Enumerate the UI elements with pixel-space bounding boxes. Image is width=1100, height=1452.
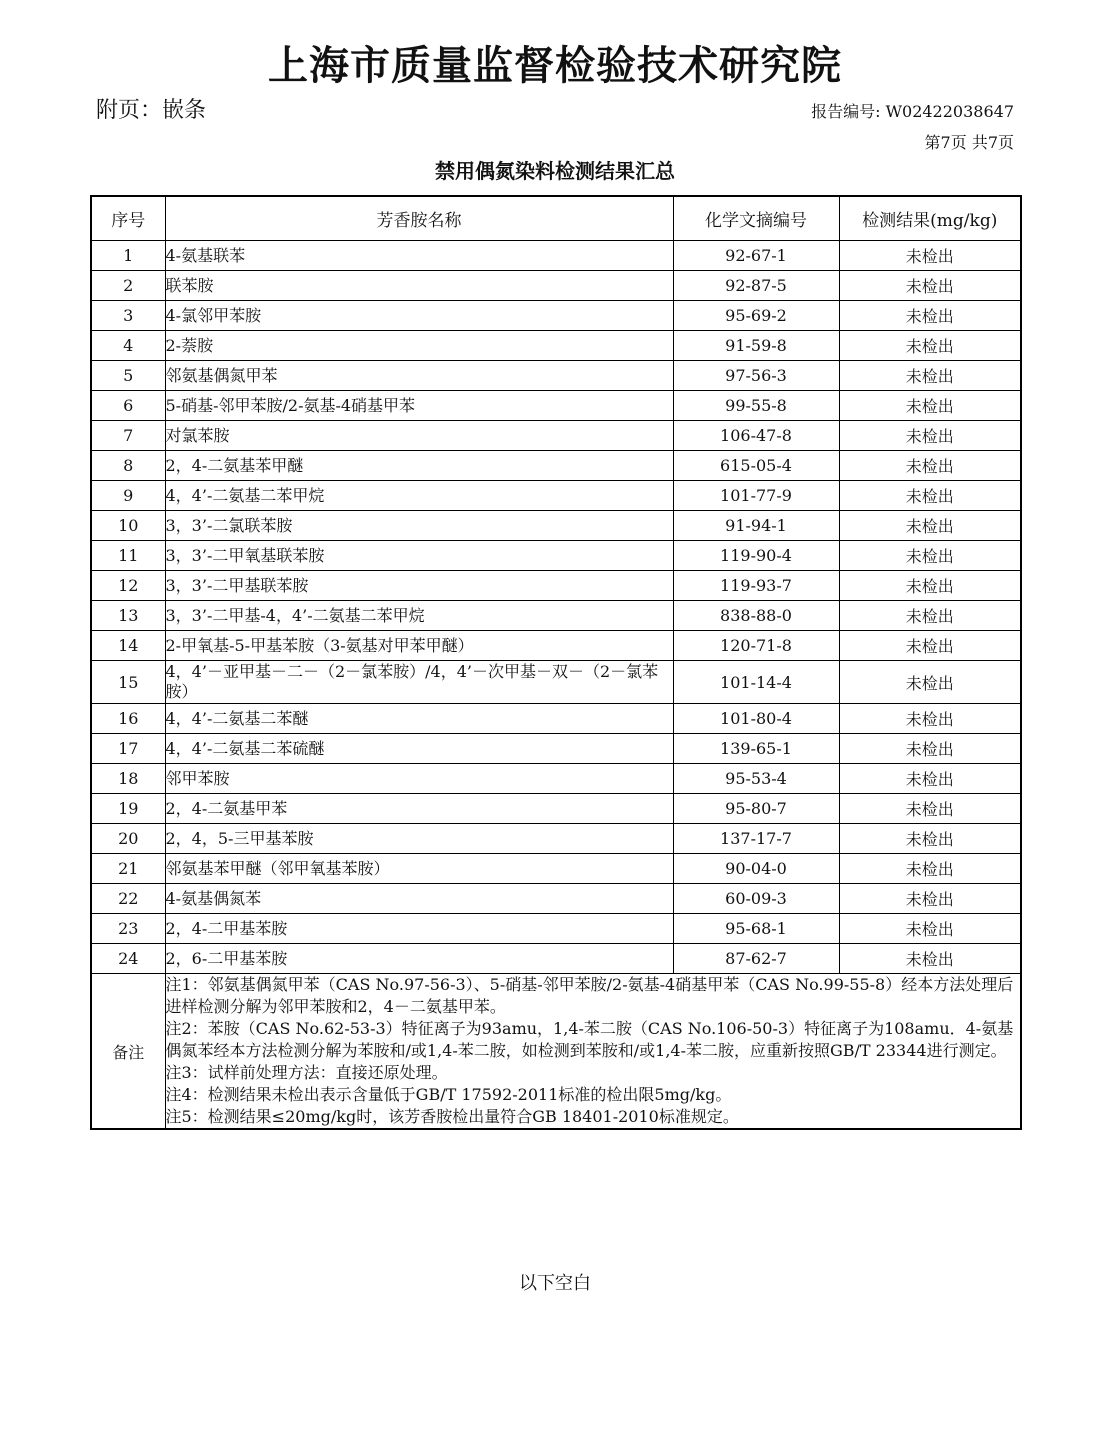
table-row — [91, 391, 1021, 421]
row-result: 未检出 — [839, 944, 1021, 974]
row-amine-name: 邻氨基偶氮甲苯 — [165, 361, 673, 391]
table-row — [91, 914, 1021, 944]
notes-label: 备注 — [91, 974, 165, 1130]
row-result: 未检出 — [839, 914, 1021, 944]
row-cas-number: 615-05-4 — [673, 451, 839, 481]
row-amine-name: 邻甲苯胺 — [165, 764, 673, 794]
note-line: 注2：苯胺（CAS No.62-53-3）特征离子为93amu，1,4-苯二胺（CAS No.106-50-3）特征离子为108amu．4-氨基偶氮苯经本方法检测分解为苯胺和/或1,4-苯二胺，如检测到苯胺和/或1,4-苯二胺，应重新按照GB/T 23344进行测定。 — [165, 1019, 1014, 1060]
row-index: 22 — [91, 884, 165, 914]
row-cas-number: 87-62-7 — [673, 944, 839, 974]
row-result: 未检出 — [839, 271, 1021, 301]
row-amine-name: 2，6-二甲基苯胺 — [165, 944, 673, 974]
table-row — [91, 734, 1021, 764]
row-index: 13 — [91, 601, 165, 631]
row-cas-number: 91-59-8 — [673, 331, 839, 361]
row-cas-number: 97-56-3 — [673, 361, 839, 391]
row-amine-name: 2，4-二氨基苯甲醚 — [165, 451, 673, 481]
table-row — [91, 301, 1021, 331]
table-row — [91, 451, 1021, 481]
table-row — [91, 541, 1021, 571]
column-header-index: 序号 — [91, 196, 165, 241]
row-cas-number: 99-55-8 — [673, 391, 839, 421]
row-amine-name: 4，4’-二氨基二苯甲烷 — [165, 481, 673, 511]
institute-title: 上海市质量监督检验技术研究院 — [268, 43, 842, 89]
row-amine-name: 3，3’-二甲氧基联苯胺 — [165, 541, 673, 571]
row-cas-number: 92-67-1 — [673, 241, 839, 271]
table-row — [91, 481, 1021, 511]
row-cas-number: 119-90-4 — [673, 541, 839, 571]
row-index: 17 — [91, 734, 165, 764]
row-index: 6 — [91, 391, 165, 421]
attachment-label: 附页：嵌条 — [96, 98, 207, 123]
column-header-result: 检测结果(mg/kg) — [839, 196, 1021, 241]
row-amine-name: 4-氨基偶氮苯 — [165, 884, 673, 914]
row-index: 3 — [91, 301, 165, 331]
row-index: 8 — [91, 451, 165, 481]
note-line: 注3：试样前处理方法：直接还原处理。 — [165, 1063, 448, 1082]
row-amine-name: 邻氨基苯甲醚（邻甲氧基苯胺） — [165, 854, 673, 884]
row-cas-number: 106-47-8 — [673, 421, 839, 451]
row-result: 未检出 — [839, 481, 1021, 511]
table-row — [91, 824, 1021, 854]
row-result: 未检出 — [839, 884, 1021, 914]
row-index: 10 — [91, 511, 165, 541]
blank-below-note: 以下空白 — [519, 1273, 591, 1294]
row-result: 未检出 — [839, 631, 1021, 661]
notes-row — [91, 974, 1021, 1130]
row-result: 未检出 — [839, 331, 1021, 361]
row-amine-name: 2，4-二甲基苯胺 — [165, 914, 673, 944]
table-row — [91, 571, 1021, 601]
row-cas-number: 101-80-4 — [673, 704, 839, 734]
row-result: 未检出 — [839, 704, 1021, 734]
row-index: 14 — [91, 631, 165, 661]
row-result: 未检出 — [839, 391, 1021, 421]
table-header-row — [91, 196, 1021, 241]
table-row — [91, 661, 1021, 704]
column-header-cas: 化学文摘编号 — [673, 196, 839, 241]
table-row — [91, 944, 1021, 974]
table-row — [91, 331, 1021, 361]
table-row — [91, 794, 1021, 824]
row-index: 1 — [91, 241, 165, 271]
row-cas-number: 95-68-1 — [673, 914, 839, 944]
row-amine-name: 5-硝基-邻甲苯胺/2-氨基-4硝基甲苯 — [165, 391, 673, 421]
row-result: 未检出 — [839, 541, 1021, 571]
row-amine-name: 对氯苯胺 — [165, 421, 673, 451]
table-row — [91, 764, 1021, 794]
row-index: 21 — [91, 854, 165, 884]
row-index: 18 — [91, 764, 165, 794]
row-result: 未检出 — [839, 794, 1021, 824]
note-line: 注4：检测结果未检出表示含量低于GB/T 17592-2011标准的检出限5mg/kg。 — [165, 1085, 732, 1104]
table-row — [91, 421, 1021, 451]
row-result: 未检出 — [839, 661, 1021, 704]
row-index: 4 — [91, 331, 165, 361]
row-index: 15 — [91, 661, 165, 704]
report-number: 报告编号: W02422038647 — [811, 102, 1014, 121]
row-cas-number: 95-53-4 — [673, 764, 839, 794]
results-table — [90, 195, 1022, 1130]
row-index: 20 — [91, 824, 165, 854]
column-header-name: 芳香胺名称 — [165, 196, 673, 241]
row-amine-name: 3，3’-二氯联苯胺 — [165, 511, 673, 541]
table-row — [91, 601, 1021, 631]
row-cas-number: 95-69-2 — [673, 301, 839, 331]
table-title: 禁用偶氮染料检测结果汇总 — [435, 159, 675, 183]
row-result: 未检出 — [839, 571, 1021, 601]
row-result: 未检出 — [839, 824, 1021, 854]
row-cas-number: 137-17-7 — [673, 824, 839, 854]
table-row — [91, 271, 1021, 301]
row-result: 未检出 — [839, 451, 1021, 481]
row-amine-name: 4-氨基联苯 — [165, 241, 673, 271]
notes-body — [165, 974, 1021, 1130]
row-result: 未检出 — [839, 854, 1021, 884]
table-row — [91, 884, 1021, 914]
row-index: 9 — [91, 481, 165, 511]
row-result: 未检出 — [839, 421, 1021, 451]
row-result: 未检出 — [839, 361, 1021, 391]
row-amine-name: 2，4-二氨基甲苯 — [165, 794, 673, 824]
note-line: 注5：检测结果≤20mg/kg时，该芳香胺检出量符合GB 18401-2010标准规定。 — [165, 1107, 739, 1126]
row-cas-number: 92-87-5 — [673, 271, 839, 301]
row-amine-name: 2，4，5-三甲基苯胺 — [165, 824, 673, 854]
row-index: 19 — [91, 794, 165, 824]
row-cas-number: 90-04-0 — [673, 854, 839, 884]
row-result: 未检出 — [839, 301, 1021, 331]
row-index: 5 — [91, 361, 165, 391]
row-amine-name: 3，3’-二甲基-4，4’-二氨基二苯甲烷 — [165, 601, 673, 631]
row-result: 未检出 — [839, 511, 1021, 541]
row-amine-name: 4，4’－亚甲基－二－（2－氯苯胺）/4，4’－次甲基－双－（2－氯苯胺） — [165, 661, 673, 704]
row-index: 2 — [91, 271, 165, 301]
row-cas-number: 95-80-7 — [673, 794, 839, 824]
row-index: 7 — [91, 421, 165, 451]
row-result: 未检出 — [839, 764, 1021, 794]
note-line: 注1：邻氨基偶氮甲苯（CAS No.97-56-3）、5-硝基-邻甲苯胺/2-氨基-4硝基甲苯（CAS No.99-55-8）经本方法处理后进样检测分解为邻甲苯胺和2，4－二氨基甲苯。 — [165, 975, 1014, 1016]
row-amine-name: 4-氯邻甲苯胺 — [165, 301, 673, 331]
row-cas-number: 120-71-8 — [673, 631, 839, 661]
row-amine-name: 4，4’-二氨基二苯硫醚 — [165, 734, 673, 764]
row-cas-number: 101-14-4 — [673, 661, 839, 704]
row-cas-number: 101-77-9 — [673, 481, 839, 511]
row-amine-name: 2-萘胺 — [165, 331, 673, 361]
row-amine-name: 联苯胺 — [165, 271, 673, 301]
row-index: 16 — [91, 704, 165, 734]
row-amine-name: 3，3’-二甲基联苯胺 — [165, 571, 673, 601]
row-cas-number: 91-94-1 — [673, 511, 839, 541]
table-row — [91, 631, 1021, 661]
table-row — [91, 241, 1021, 271]
table-row — [91, 361, 1021, 391]
table-row — [91, 854, 1021, 884]
row-index: 24 — [91, 944, 165, 974]
row-cas-number: 119-93-7 — [673, 571, 839, 601]
page-info: 第7页 共7页 — [924, 133, 1014, 152]
row-cas-number: 139-65-1 — [673, 734, 839, 764]
row-cas-number: 838-88-0 — [673, 601, 839, 631]
table-body — [91, 241, 1021, 974]
table-row — [91, 704, 1021, 734]
row-result: 未检出 — [839, 601, 1021, 631]
row-amine-name: 4，4’-二氨基二苯醚 — [165, 704, 673, 734]
row-index: 12 — [91, 571, 165, 601]
row-index: 23 — [91, 914, 165, 944]
row-amine-name: 2-甲氧基-5-甲基苯胺（3-氨基对甲苯甲醚） — [165, 631, 673, 661]
row-cas-number: 60-09-3 — [673, 884, 839, 914]
row-index: 11 — [91, 541, 165, 571]
row-result: 未检出 — [839, 734, 1021, 764]
table-row — [91, 511, 1021, 541]
row-result: 未检出 — [839, 241, 1021, 271]
